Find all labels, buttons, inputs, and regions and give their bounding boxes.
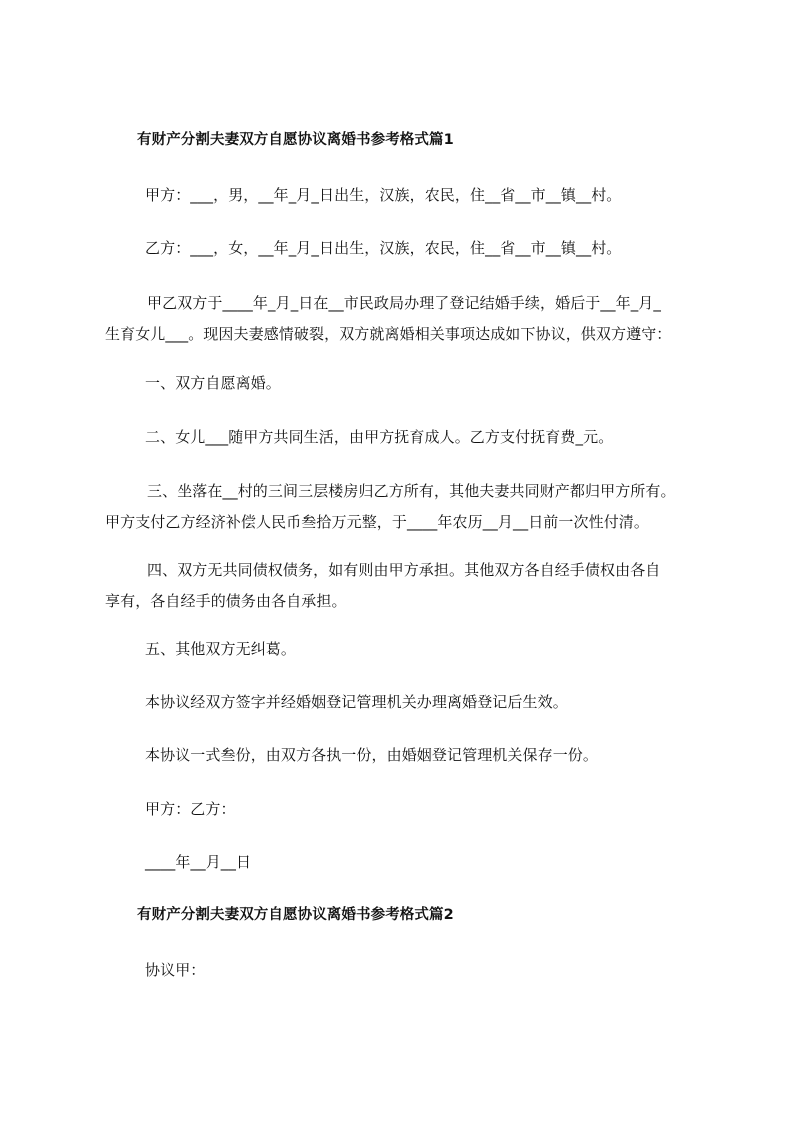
clause-4-line-2: 享有，各自经手的债务由各自承担。 xyxy=(105,592,347,610)
clause-4-paragraph xyxy=(105,555,705,617)
clause-3-paragraph xyxy=(105,476,705,538)
section-2-title: 有财产分割夫妻双方自愿协议离婚书参考格式篇2 xyxy=(137,907,454,923)
clause-4-line-1: 四、双方无共同债权债务，如有则由甲方承担。其他双方各自经手债权由各自 xyxy=(147,561,661,579)
date-line: ____年__月__日 xyxy=(145,853,252,871)
intro-paragraph xyxy=(105,288,705,350)
signatures-line: 甲方：乙方： xyxy=(145,800,236,818)
copies-clause: 本协议一式叁份，由双方各执一份，由婚姻登记管理机关保存一份。 xyxy=(145,746,599,764)
intro-line-1: 甲乙双方于____年_月_日在__市民政局办理了登记结婚手续，婚后于__年_月_ xyxy=(147,294,662,312)
effective-clause: 本协议经双方签字并经婚姻登记管理机关办理离婚登记后生效。 xyxy=(145,693,568,711)
clause-3-line-2: 甲方支付乙方经济补偿人民币叁拾万元整，于____年农历__月__日前一次性付清。 xyxy=(105,513,650,531)
clause-3-line-1: 三、坐落在__村的三间三层楼房归乙方所有，其他夫妻共同财产都归甲方所有。 xyxy=(147,482,676,500)
clause-2: 二、女儿___随甲方共同生活，由甲方抚育成人。乙方支付抚育费_元。 xyxy=(145,428,614,446)
section-1-title: 有财产分割夫妻双方自愿协议离婚书参考格式篇1 xyxy=(137,132,454,148)
section-2-party-a-label: 协议甲： xyxy=(145,961,206,979)
clause-1: 一、双方自愿离婚。 xyxy=(145,374,281,392)
party-b-info: 乙方：___，女，__年_月_日出生，汉族，农民，住__省__市__镇__村。 xyxy=(145,239,622,257)
intro-line-2: 生育女儿___。现因夫妻感情破裂，双方就离婚相关事项达成如下协议，供双方遵守： xyxy=(105,325,672,343)
clause-5: 五、其他双方无纠葛。 xyxy=(145,640,297,658)
party-a-info: 甲方：___，男，__年_月_日出生，汉族，农民，住__省__市__镇__村。 xyxy=(145,186,622,204)
